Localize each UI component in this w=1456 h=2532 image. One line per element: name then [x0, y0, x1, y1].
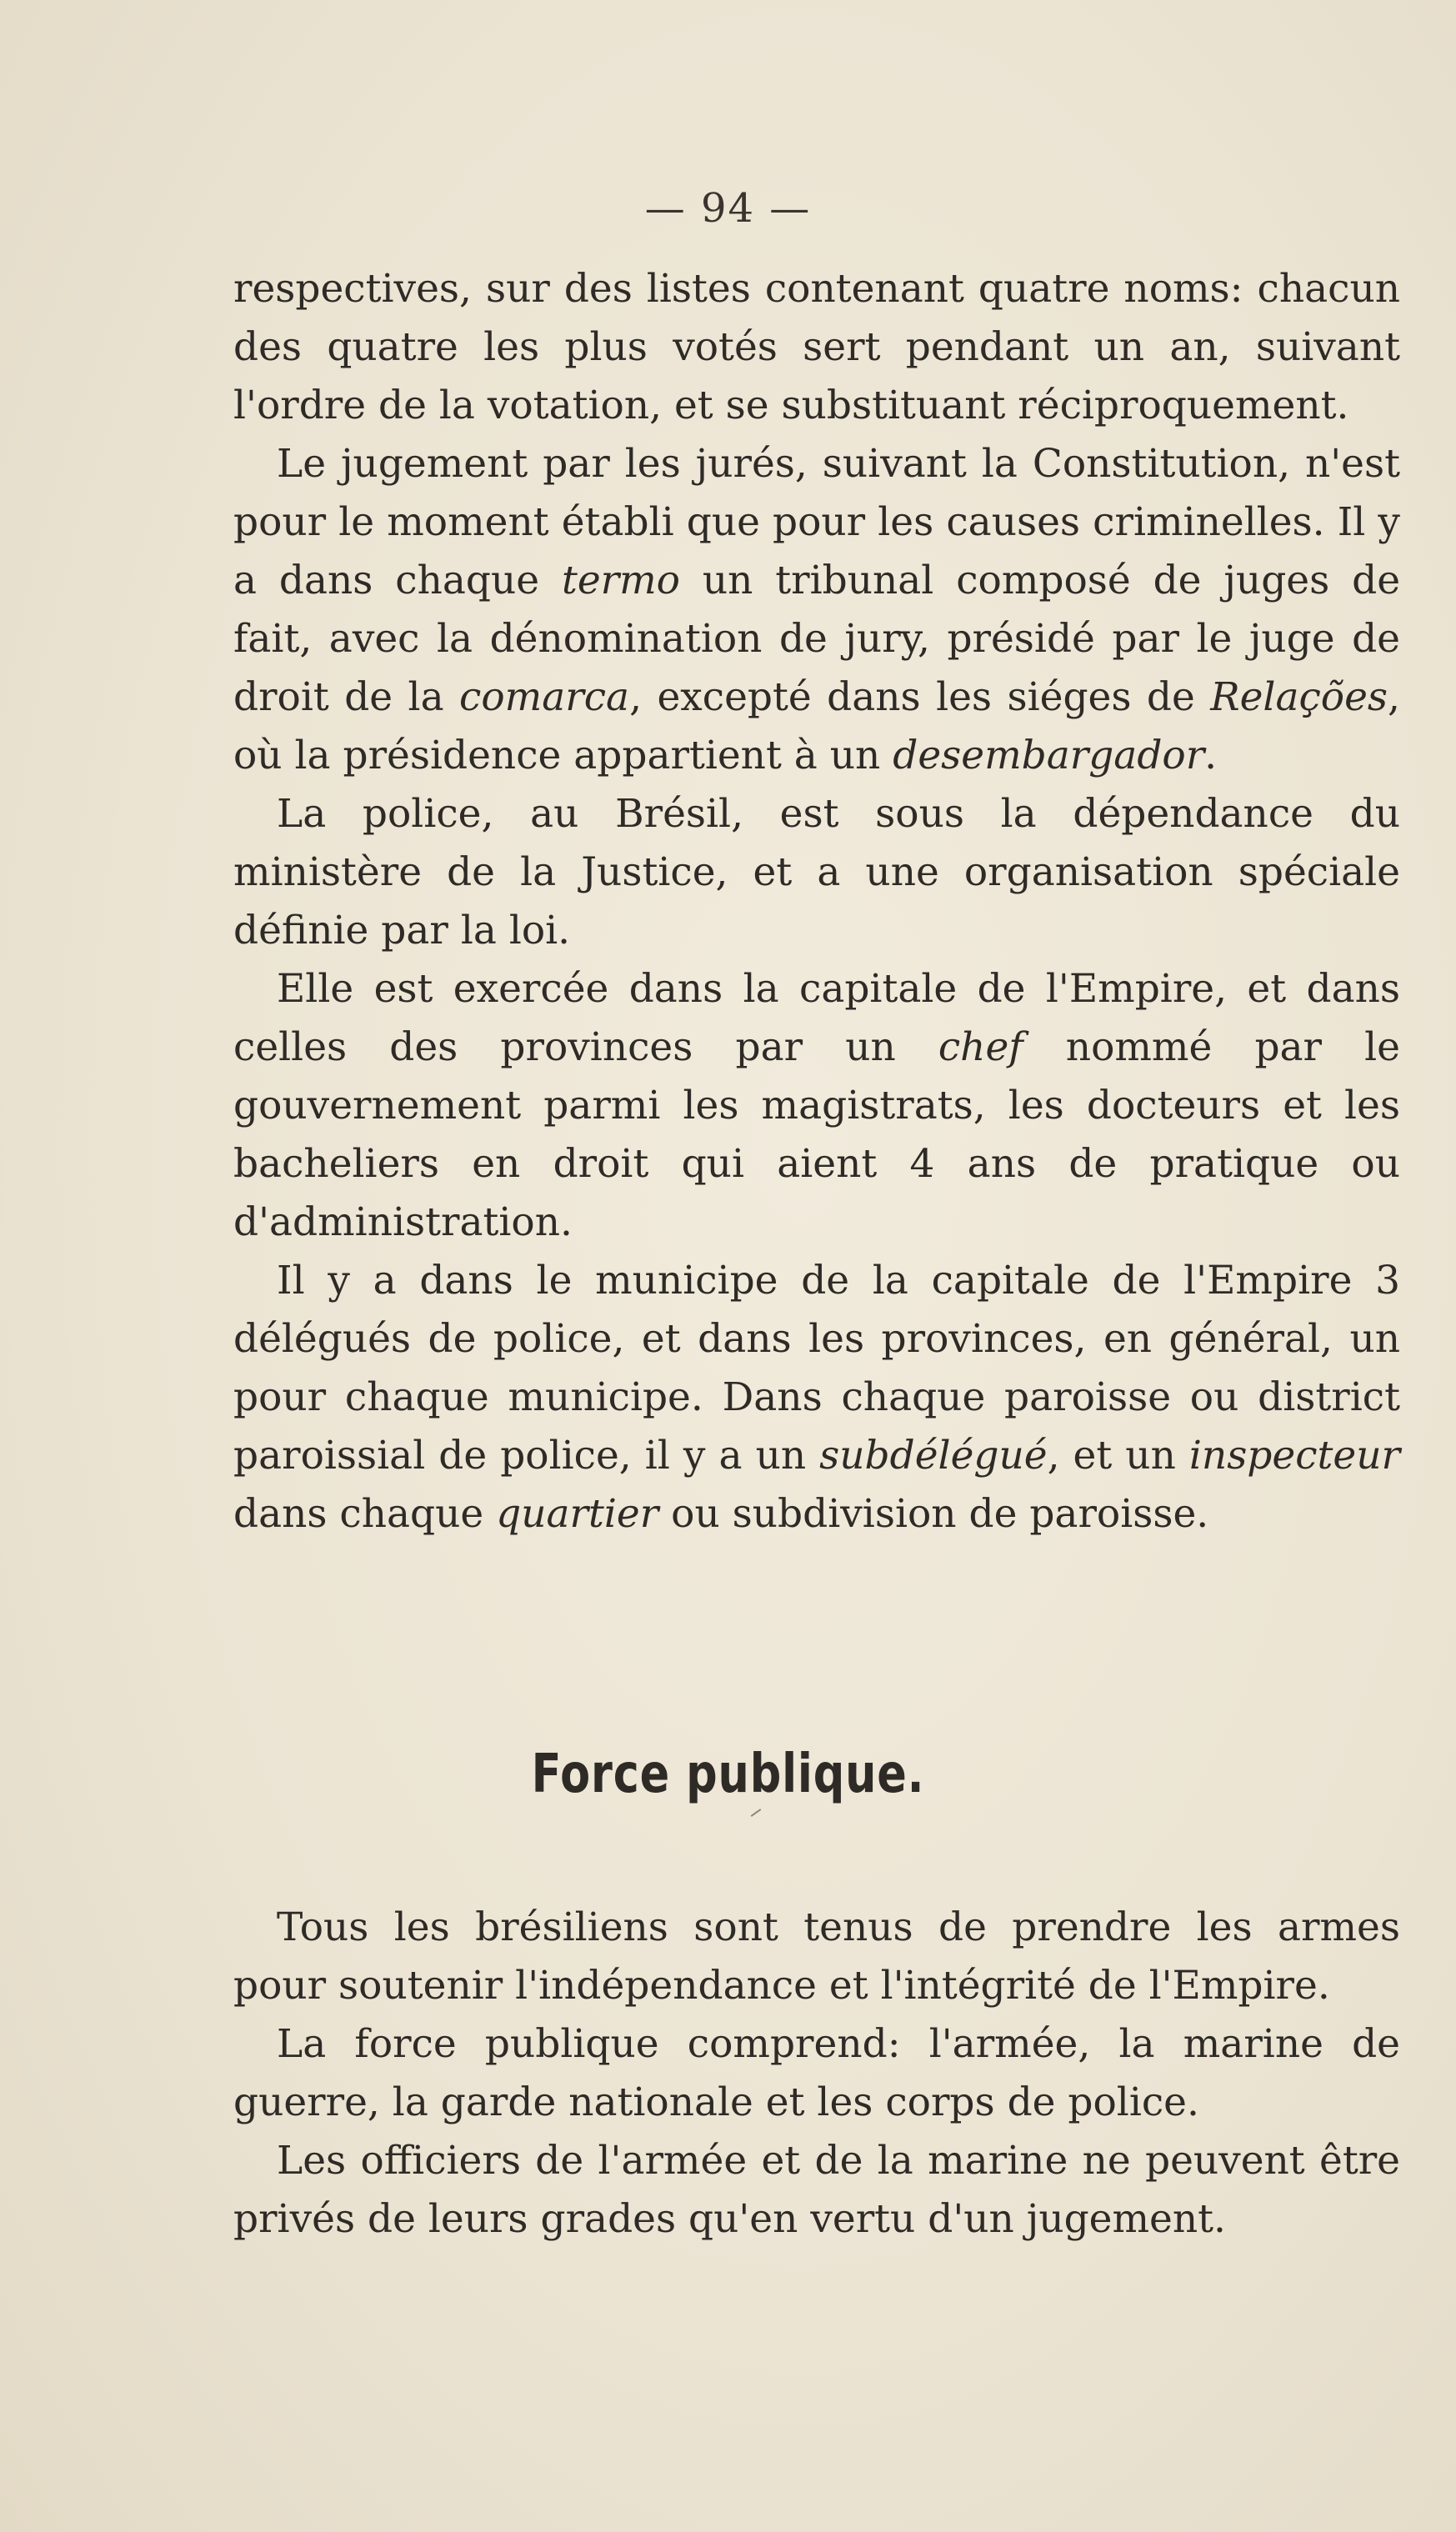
- italic-term: quartier: [496, 1491, 659, 1537]
- italic-term: comarca: [459, 674, 630, 720]
- section-text: [233, 1899, 1400, 2249]
- text-run: , excepté dans les siéges de: [629, 674, 1211, 720]
- text-run: dans chaque: [233, 1491, 497, 1537]
- text-run: ou subdivision de paroisse.: [658, 1491, 1209, 1537]
- text-run: .: [1204, 733, 1218, 778]
- paragraph: Tous les brésiliens sont tenus de prendre les armes pour soutenir l'indépendance et l'intégrité de l'Empire.: [233, 1904, 1400, 2009]
- text-run: Le jugement par les jurés, suivant la Constitution, n'est pour le moment établi que pour les causes criminelles. Il y a dans chaque: [233, 441, 1400, 603]
- page-number: — 94 —: [644, 185, 812, 232]
- paragraph: Les officiers de l'armée et de la marine ne peuvent être privés de leurs grades qu'en vertu d'un jugement.: [233, 2138, 1400, 2242]
- text-run: nommé par le gouvernement parmi les magistrats, les docteurs et les bacheliers en droit qui aient 4 ans de pratique ou d'administration.: [233, 1024, 1400, 1245]
- text-run: , où la présidence appartient à un: [233, 674, 1400, 778]
- italic-term: desembargador: [893, 733, 1205, 778]
- italic-term: inspecteur: [1188, 1433, 1400, 1479]
- italic-term: Relações: [1210, 674, 1388, 720]
- paragraph: La police, au Brésil, est sous la dépendance du ministère de la Justice, et a une organisation spéciale définie par la loi.: [233, 791, 1400, 953]
- paragraph: [233, 1252, 1400, 1544]
- text-run: Il y a dans le municipe de la capitale de l'Empire 3 délégués de police, et dans les provinces, en général, un pour chaque municipe. Dans chaque paroisse ou district paroissial de police, il y a un: [233, 1258, 1400, 1479]
- paragraph: La force publique comprend: l'armée, la marine de guerre, la garde nationale et les corps de police.: [233, 2021, 1400, 2125]
- text-run: un tribunal composé de juges de fait, avec la dénomination de jury, présidé par le juge de droit de la: [233, 558, 1401, 720]
- paragraph: [233, 960, 1400, 1252]
- main-text: [233, 260, 1400, 1544]
- text-run: Elle est exercée dans la capitale de l'Empire, et dans celles des provinces par un: [233, 966, 1400, 1070]
- ornament-mark: [751, 1809, 762, 1817]
- italic-term: subdélégué: [819, 1433, 1048, 1479]
- paragraph: [233, 435, 1400, 785]
- italic-term: chef: [938, 1024, 1023, 1070]
- italic-term: termo: [561, 558, 680, 603]
- text-run: , et un: [1047, 1433, 1189, 1479]
- paragraph: respectives, sur des listes contenant quatre noms: chacun des quatre les plus votés sert pendant un an, suivant l'ordre de la votation, et se substituant réciproquement.: [233, 266, 1400, 428]
- section-heading: Force publique.: [531, 1744, 925, 1805]
